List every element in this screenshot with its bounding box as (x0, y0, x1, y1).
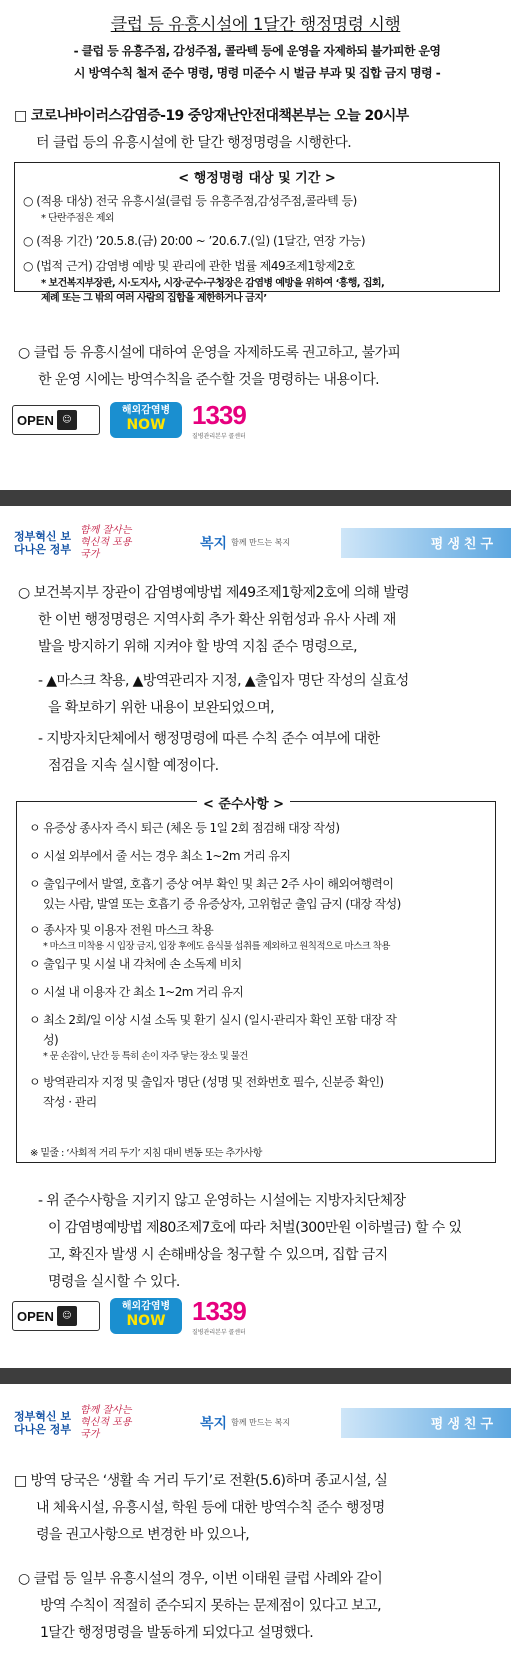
compliance-rule: 성) (43, 1033, 59, 1047)
recommend-line: ○ 클럽 등 유흥시설에 대하여 운영을 자제하도록 권고하고, 불가피 (18, 345, 401, 361)
compliance-rule: ㅇ 출입구에서 발열, 호흡기 증상 여부 확인 및 최근 2주 사이 해외여행력이 (29, 877, 394, 891)
supplement-line: - ▲마스크 착용, ▲방역관리자 지정, ▲출입자 명단 작성의 실효성 (38, 673, 409, 689)
page-subtitle (14, 40, 500, 84)
bokji-text: 복지 (200, 1415, 228, 1432)
penalty-line: - 위 준수사항을 지키지 않고 운영하는 시설에는 지방자치단체장 (38, 1193, 406, 1209)
subtitle-line: 시 방역수칙 철저 준수 명령, 명령 미준수 시 벌금 부과 및 집합 금지 명령 - (73, 66, 441, 80)
inspection-line: - 지방자치단체에서 행정명령에 따른 수칙 준수 여부에 대한 (38, 731, 380, 747)
ministry-header (0, 1395, 511, 1450)
page-separator (0, 1368, 511, 1384)
compliance-rule-note: * 마스크 미착용 시 입장 금지, 입장 후에도 음식물 섭취를 제외하고 원칙적으로 마스크 착용 (43, 941, 390, 952)
penalty-paragraph (38, 1188, 504, 1296)
recommend-paragraph (18, 340, 504, 394)
page-separator (0, 490, 511, 506)
explanation-line: ○ 클럽 등 일부 유흥시설의 경우, 이번 이태원 클럽 사례와 같이 (18, 1571, 383, 1587)
recommend-line: 한 운영 시에는 방역수칙을 준수할 것을 명령하는 내용이다. (38, 372, 379, 388)
now-logo-bottom: NOW (126, 1313, 166, 1329)
open-license-logo (12, 405, 100, 435)
page-title: 클럽 등 유흥시설에 1달간 행정명령 시행 (110, 15, 401, 35)
penalty-line: 명령을 실시할 수 있다. (48, 1274, 180, 1290)
inspection-line: 점검을 지속 실시할 예정이다. (48, 758, 219, 774)
hotline-caption: 질병관리본부 콜센터 (192, 1330, 246, 1336)
explanation-line: 방역 수칙이 적절히 준수되지 못하는 문제점이 있다고 보고, (40, 1598, 381, 1614)
hotline-number: 1339 (192, 1296, 246, 1326)
bokji-text: 복지 (200, 535, 228, 552)
penalty-line: 이 감염병예방법 제80조제7호에 따라 처벌(300만원 이하벌금) 할 수 있 (48, 1220, 462, 1236)
intro-line: 터 클럽 등의 유흥시설에 한 달간 행정명령을 시행한다. (36, 135, 352, 151)
compliance-footnote: ※ 밑줄 : ‘사회적 거리 두기’ 지침 대비 변동 또는 추가사항 (30, 1148, 262, 1159)
order-basis-note: 제례 또는 그 밖의 여러 사람의 집합을 제한하거나 금지’ (41, 293, 267, 304)
open-label: OPEN (17, 1308, 54, 1324)
logo-row (12, 1296, 246, 1336)
bokji-logo (200, 533, 290, 553)
ministry-header (0, 515, 511, 570)
explanation-paragraph (18, 1566, 504, 1647)
subtitle-line: - 클럽 등 유흥주점, 감성주점, 콜라텍 등에 운영을 자제하되 불가피한 운영 (73, 44, 441, 58)
compliance-rule: ㅇ 종사자 및 이용자 전원 마스크 착용 (29, 923, 214, 937)
order-target-note: * 단란주점은 제외 (41, 213, 114, 224)
now-logo-top: 해외감염병 (121, 1301, 171, 1312)
hotline-number: 1339 (192, 400, 246, 430)
minister-paragraph (18, 580, 504, 661)
compliance-rule-note: * 문 손잡이, 난간 등 특히 손이 자주 닿는 장소 및 물건 (43, 1051, 248, 1062)
minister-line: 한 이번 행정명령은 지역사회 추가 확산 위험성과 유사 사례 재 (38, 612, 396, 628)
explanation-line: 1달간 행정명령을 발동하게 되었다고 설명했다. (40, 1625, 314, 1641)
compliance-rule: ㅇ 최소 2회/일 이상 시설 소독 및 환기 실시 (일시·관리자 확인 포함 대장 작 (29, 1013, 397, 1027)
policy-change-line: 령을 권고사항으로 변경한 바 있으나, (36, 1527, 250, 1543)
slogan-logo: 함께 잘사는 혁신적 포용국가 (80, 1404, 132, 1440)
compliance-rule: ㅇ 출입구 및 시설 내 각처에 손 소독제 비치 (29, 957, 242, 971)
compliance-rule: ㅇ 시설 외부에서 줄 서는 경우 최소 1~2m 거리 유지 (29, 849, 291, 863)
inspection-paragraph (38, 726, 504, 780)
gov-innovation-logo: 정부혁신 보다나은 정부 (14, 529, 71, 556)
policy-change-paragraph (14, 1468, 504, 1549)
open-license-logo (12, 1301, 100, 1331)
person-icon: ☺ (57, 410, 77, 430)
order-info-box (14, 162, 500, 304)
compliance-box (16, 797, 496, 1163)
bokji-tagline: 함께 만드는 복지 (231, 1418, 291, 1427)
now-logo-bottom: NOW (126, 417, 166, 433)
open-label: OPEN (17, 412, 54, 428)
intro-line: □ 코로나바이러스감염증-19 중앙재난안전대책본부는 오늘 20시부 (14, 108, 409, 124)
bokji-tagline: 함께 만드는 복지 (231, 538, 291, 547)
lifelong-friend-banner: 평생친구 (341, 528, 511, 558)
order-period: ○ (적용 기간) ’20.5.8.(금) 20:00 ~ ’20.6.7.(일) (1달간, 연장 가능) (23, 234, 366, 248)
hotline-1339-logo (192, 400, 246, 440)
supplement-paragraph (38, 668, 504, 722)
order-box-title: < 행정명령 대상 및 기간 > (178, 171, 336, 186)
order-basis: ○ (법적 근거) 감염병 예방 및 관리에 관한 법률 제49조제1항제2호 (23, 259, 355, 273)
lifelong-friend-banner: 평생친구 (341, 1408, 511, 1438)
order-basis-note: * 보건복지부장관, 시·도지사, 시장·군수·구청장은 감염병 예방을 위하여 ‘흥행, 집회, (41, 278, 385, 289)
order-target: ○ (적용 대상) 전국 유흥시설(클럽 등 유흥주점,감성주점,콜라텍 등) (23, 194, 357, 208)
logo-row (12, 400, 246, 440)
minister-line: ○ 보건복지부 장관이 감염병예방법 제49조제1항제2호에 의해 발령 (18, 585, 410, 601)
person-icon: ☺ (57, 1306, 77, 1326)
compliance-rule: ㅇ 시설 내 이용자 간 최소 1~2m 거리 유지 (29, 985, 244, 999)
compliance-rule: 작성 · 관리 (43, 1095, 97, 1109)
supplement-line: 을 확보하기 위한 내용이 보완되었으며, (48, 700, 275, 716)
overseas-infection-now-logo (110, 402, 182, 438)
compliance-box-title: < 준수사항 > (197, 793, 290, 812)
policy-change-line: □ 방역 당국은 ‘생활 속 거리 두기’로 전환(5.6)하며 종교시설, 실 (14, 1473, 388, 1489)
intro-paragraph (14, 103, 504, 157)
penalty-line: 고, 확진자 발생 시 손해배상을 청구할 수 있으며, 집합 금지 (48, 1247, 388, 1263)
overseas-infection-now-logo (110, 1298, 182, 1334)
minister-line: 발을 방지하기 위해 지켜야 할 방역 지침 준수 명령으로, (38, 639, 357, 655)
hotline-caption: 질병관리본부 콜센터 (192, 434, 246, 440)
slogan-logo: 함께 잘사는 혁신적 포용국가 (80, 524, 132, 560)
compliance-rule: 있는 사람, 발열 또는 호흡기 증 유증상자, 고위험군 출입 금지 (대장 작성) (43, 897, 401, 911)
compliance-rule: ㅇ 유증상 종사자 즉시 퇴근 (체온 등 1일 2회 점검해 대장 작성) (29, 821, 340, 835)
gov-innovation-logo: 정부혁신 보다나은 정부 (14, 1409, 71, 1436)
compliance-rule: ㅇ 방역관리자 지정 및 출입자 명단 (성명 및 전화번호 필수, 신분증 확인) (29, 1075, 384, 1089)
hotline-1339-logo (192, 1296, 246, 1336)
now-logo-top: 해외감염병 (121, 405, 171, 416)
policy-change-line: 내 체육시설, 유흥시설, 학원 등에 대한 방역수칙 준수 행정명 (36, 1500, 385, 1516)
bokji-logo (200, 1413, 290, 1433)
